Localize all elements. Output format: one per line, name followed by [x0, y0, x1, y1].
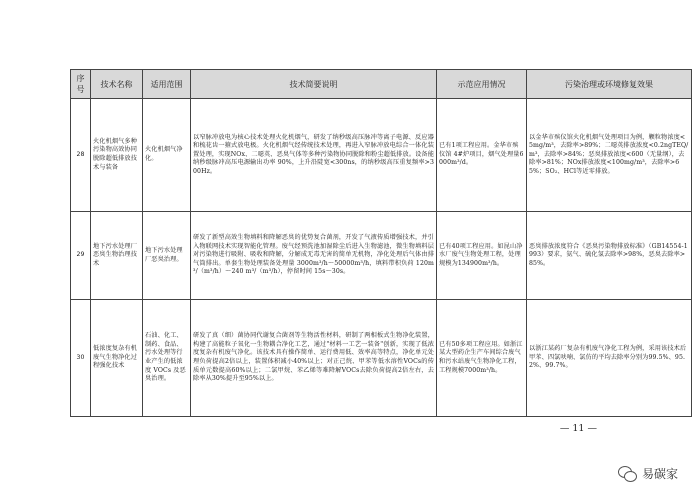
table-header-row — [71, 70, 692, 99]
row-tech-name: 火化机烟气多种污染物高效协同脱除超低排放技术与装备 — [91, 99, 143, 212]
row-desc: 以窄脉冲放电为核心技术处理火化机烟气，研发了纳秒级高压脉冲等离子电源、反应器和梳花齿一箍式放电极。火化机烟气经传统技术处理，再进入窄脉冲放电综合一体化装置处理，实现NOx、二噁英、恶臭气体等多种污染物协同脱除和粉尘超低排放。设备能纳秒级脉冲高压电源输出功率 90%，上升沿陡宽<300ns，的纳秒级高压重复频率>300Hz。 — [191, 99, 437, 212]
row-scope: 火化机烟气净化。 — [143, 99, 191, 212]
row-no: 28 — [71, 99, 91, 212]
row-demo: 已有40项工程应用。如昆山净水厂废气生物处理工程，处理规模为134900m³/h。 — [437, 212, 527, 300]
header-name: 技术名称 — [91, 70, 143, 99]
technology-table — [70, 69, 692, 417]
row-demo: 已有1项工程应用。金华市殡仪馆 4#炉项目，烟气处理量6000m³/d。 — [437, 99, 527, 212]
row-effect: 恶臭排放浓度符合《恶臭污染物排放标准》（GB14554-1993）要求，氨气、硫化氢去除率>98%，恶臭去除率>85%。 — [527, 212, 692, 300]
wechat-icon — [618, 466, 636, 481]
page-number: — 11 — — [559, 423, 597, 434]
table-row — [71, 99, 692, 212]
row-demo: 已有50多项工程应用。如浙江某大型药企生产车间综合废气和污水站废气生物净化工程，工程规模7000m³/h。 — [437, 300, 527, 417]
header-demo: 示范应用情况 — [437, 70, 527, 99]
header-scope: 适用范围 — [143, 70, 191, 99]
header-no: 序号 — [71, 70, 91, 99]
row-effect: 以金华市殡仪馆火化机烟气处理项目为例，颗粒物浓度<5mg/m³，去除率>89%；二噁英排放浓度<0.2ngTEQ/m³，去除率>84%；恶臭排放浓度<600（无量纲），去除率>81%；NOx排放浓度<100mg/m³，去除率>65%；SO₂、HCl等近零排放。 — [527, 99, 692, 212]
row-desc: 研发了真（细）菌协同代谢复合菌剂等生物活性材料，研制了两相板式生物净化装置，构建了高能粒子氧化一生物耦合净化工艺，通过"材料一工艺一装备"创新，实现了低浓度复杂有机废气净化。该技术具有操作简单、运行费用低、效率高等特点，净化单元处理负荷提高2倍以上，装置体积减小40%以上；对正己烷、甲苯等低水溶性VOCs的传质单元数提高60%以上；二氯甲烷、苯乙烯等难降解VOCs去除负荷提高2倍左右，去除率从30%提升至95%以上。 — [191, 300, 437, 417]
table-row — [71, 300, 692, 417]
row-tech-name: 低浓度复杂有机废气生物净化过程强化技术 — [91, 300, 143, 417]
header-desc: 技术简要说明 — [191, 70, 437, 99]
row-desc: 研发了新型高效生物填料和降解恶臭的优势复合菌剂，开发了气液传质增强技术，并引入物联网技术实现智能化管理。废气经预洗池加湿除尘后进入生物滤池，微生物填料层对污染物进行吸附、吸收和降解，分解成无毒无害的简单无机物，净化处理后气体由排气筒排出。单套生物处理装备处理量 3000m³/h～50000m³/h，填料带积负荷 120m³/（m³/h）～240 m³/（m³/h），停留时间 15s～30s。 — [191, 212, 437, 300]
table-row — [71, 212, 692, 300]
row-scope: 地下污水处理厂恶臭治理。 — [143, 212, 191, 300]
row-tech-name: 地下污水处理厂恶臭生物治理技术 — [91, 212, 143, 300]
header-effect: 污染治理或环境修复效果 — [527, 70, 692, 99]
watermark — [618, 465, 678, 482]
row-no: 29 — [71, 212, 91, 300]
row-no: 30 — [71, 300, 91, 417]
row-effect: 以浙江某药厂复杂有机废气净化工程为例，采用该技术后甲苯、四氯呋喃、氯仿的平均去除率分别为99.5%、95.2%、99.7%。 — [527, 300, 692, 417]
watermark-text: 易碳家 — [641, 467, 678, 481]
row-scope: 石油、化工、制药、食品、污水处理等行业产生的低浓度 VOCs 及恶臭治理。 — [143, 300, 191, 417]
